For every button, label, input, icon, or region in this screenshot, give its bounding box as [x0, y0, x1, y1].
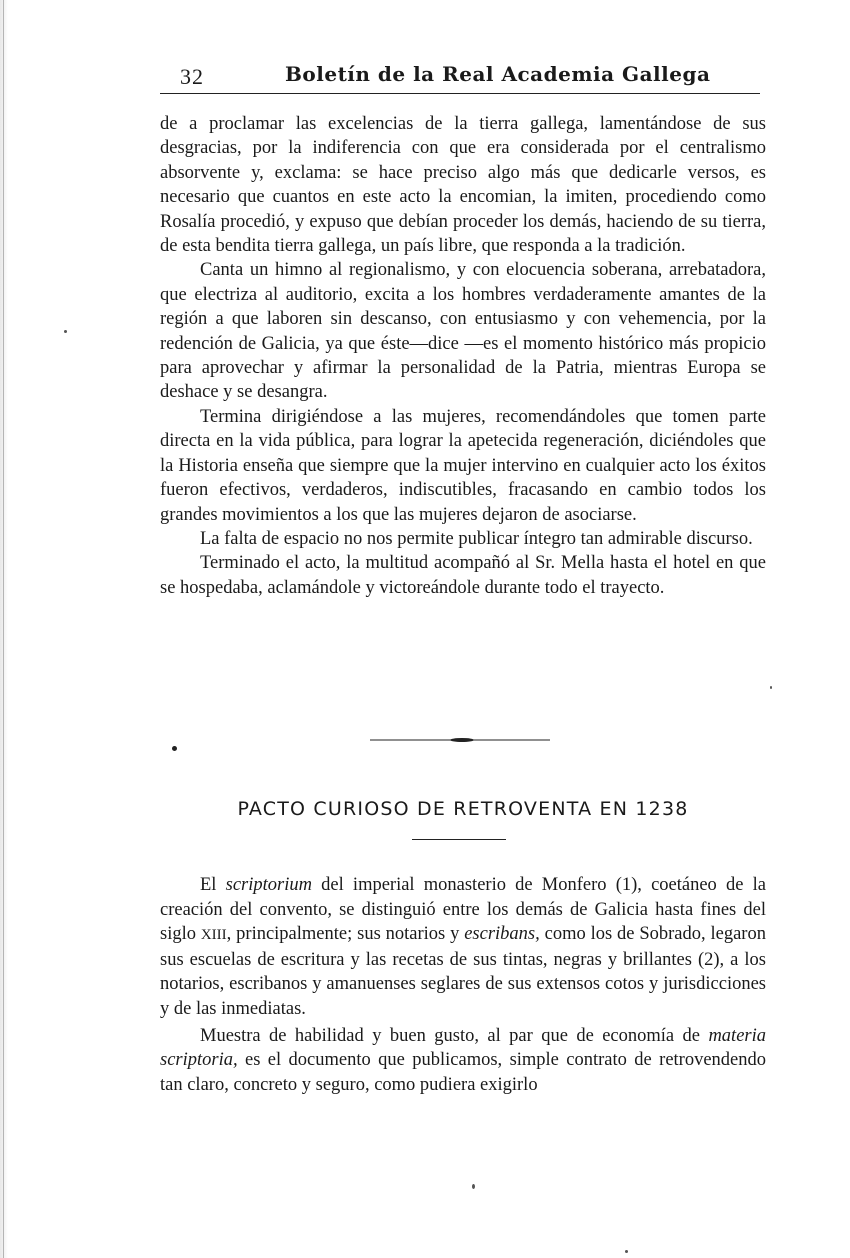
page-edge-shadow — [0, 0, 8, 1258]
paper-speck — [64, 330, 67, 333]
header-rule — [160, 93, 760, 94]
page-header — [160, 62, 760, 92]
title-underline — [412, 839, 506, 840]
paragraph — [160, 873, 766, 1022]
article-body-2 — [160, 873, 766, 1097]
text-run: , principalmente; sus notarios y — [226, 924, 465, 945]
text-run: es el documento que publicamos, simple contrato de retrovendendo tan claro, concreto y seguro, como pudiera exigirlo — [160, 1050, 766, 1095]
paragraph — [160, 1024, 766, 1098]
paper-speck — [625, 1250, 628, 1253]
italic-term: escribans, — [464, 924, 540, 945]
paragraph: Terminado el acto, la multitud acompañó al Sr. Mella hasta el hotel en que se hospedaba, aclamándole y victoreándole durante todo el trayecto. — [160, 553, 766, 598]
paper-speck — [472, 1184, 475, 1189]
century-numeral: XIII — [200, 927, 227, 944]
italic-term: scriptorium — [225, 875, 312, 895]
text-run: Muestra de habilidad y buen gusto, al par que de economía de — [200, 1025, 709, 1046]
paragraph: Termina dirigiéndose a las mujeres, recomendándoles que tomen parte directa en la vida pública, para lograr la apetecida regeneración, diciéndoles que la Historia enseña que siempre que la mujer intervino en cualquier acto los éxitos fueron efectivos, verdaderos, indiscutibles, fracasando en cambio todos los grandes movimientos a los que las mujeres dejaron de asociarse. — [160, 406, 766, 525]
running-title: Boletín de la Real Academia Gallega — [285, 62, 711, 86]
paragraph: La falta de espacio no nos permite publicar íntegro tan admirable discurso. — [200, 528, 753, 549]
paper-speck — [770, 686, 772, 689]
text-run: El — [200, 875, 226, 895]
paragraph: Canta un himno al regionalismo, y con elocuencia soberana, arrebatadora, que electriza al auditorio, excita a los hombres verdaderamente amantes de la región a que laboren sin descanso, con entusiasmo y con vehemencia, por la redención de Galicia, ya que éste—dice —es el momento histórico más propicio para aprovechar y afirmar la personalidad de la Patria, mientras Europa se deshace y se desangra. — [160, 260, 766, 403]
page-edge-line — [3, 0, 4, 1258]
stray-dot — [172, 746, 177, 751]
text-run: del imperial monasterio de Monfero (1), coetáneo de la creación del convento, se distinguió entre los demás de Galicia hasta fines del siglo — [160, 875, 766, 945]
italic-term: materia scriptoria, — [160, 1025, 766, 1071]
page-number: 32 — [180, 64, 204, 89]
section-divider-ornament — [370, 738, 550, 742]
paragraph: de a proclamar las excelencias de la tierra gallega, lamentándose de sus desgracias, por la indiferencia con que era considerada por el centralismo absorvente y, exclama: se hace preciso algo más que dedicarle versos, es necesario que cuantos en este acto la encomian, la imiten, procediendo como Rosalía procedió, y expuso que debían proceder los demás, haciendo de su tierra, de esta bendita tierra gallega, un país libre, que responda a la tradición. — [160, 114, 766, 257]
text-run: como los de Sobrado, legaron sus escuelas de escritura y las recetas de sus tintas, negras y brillantes (2), a los notarios, escribanos y amanuenses seglares de sus extensos cotos y jurisdicciones y de las inmediatas. — [160, 924, 766, 1019]
section-title: PACTO CURIOSO DE RETROVENTA EN 1238 — [237, 798, 689, 820]
article-body — [160, 112, 766, 600]
